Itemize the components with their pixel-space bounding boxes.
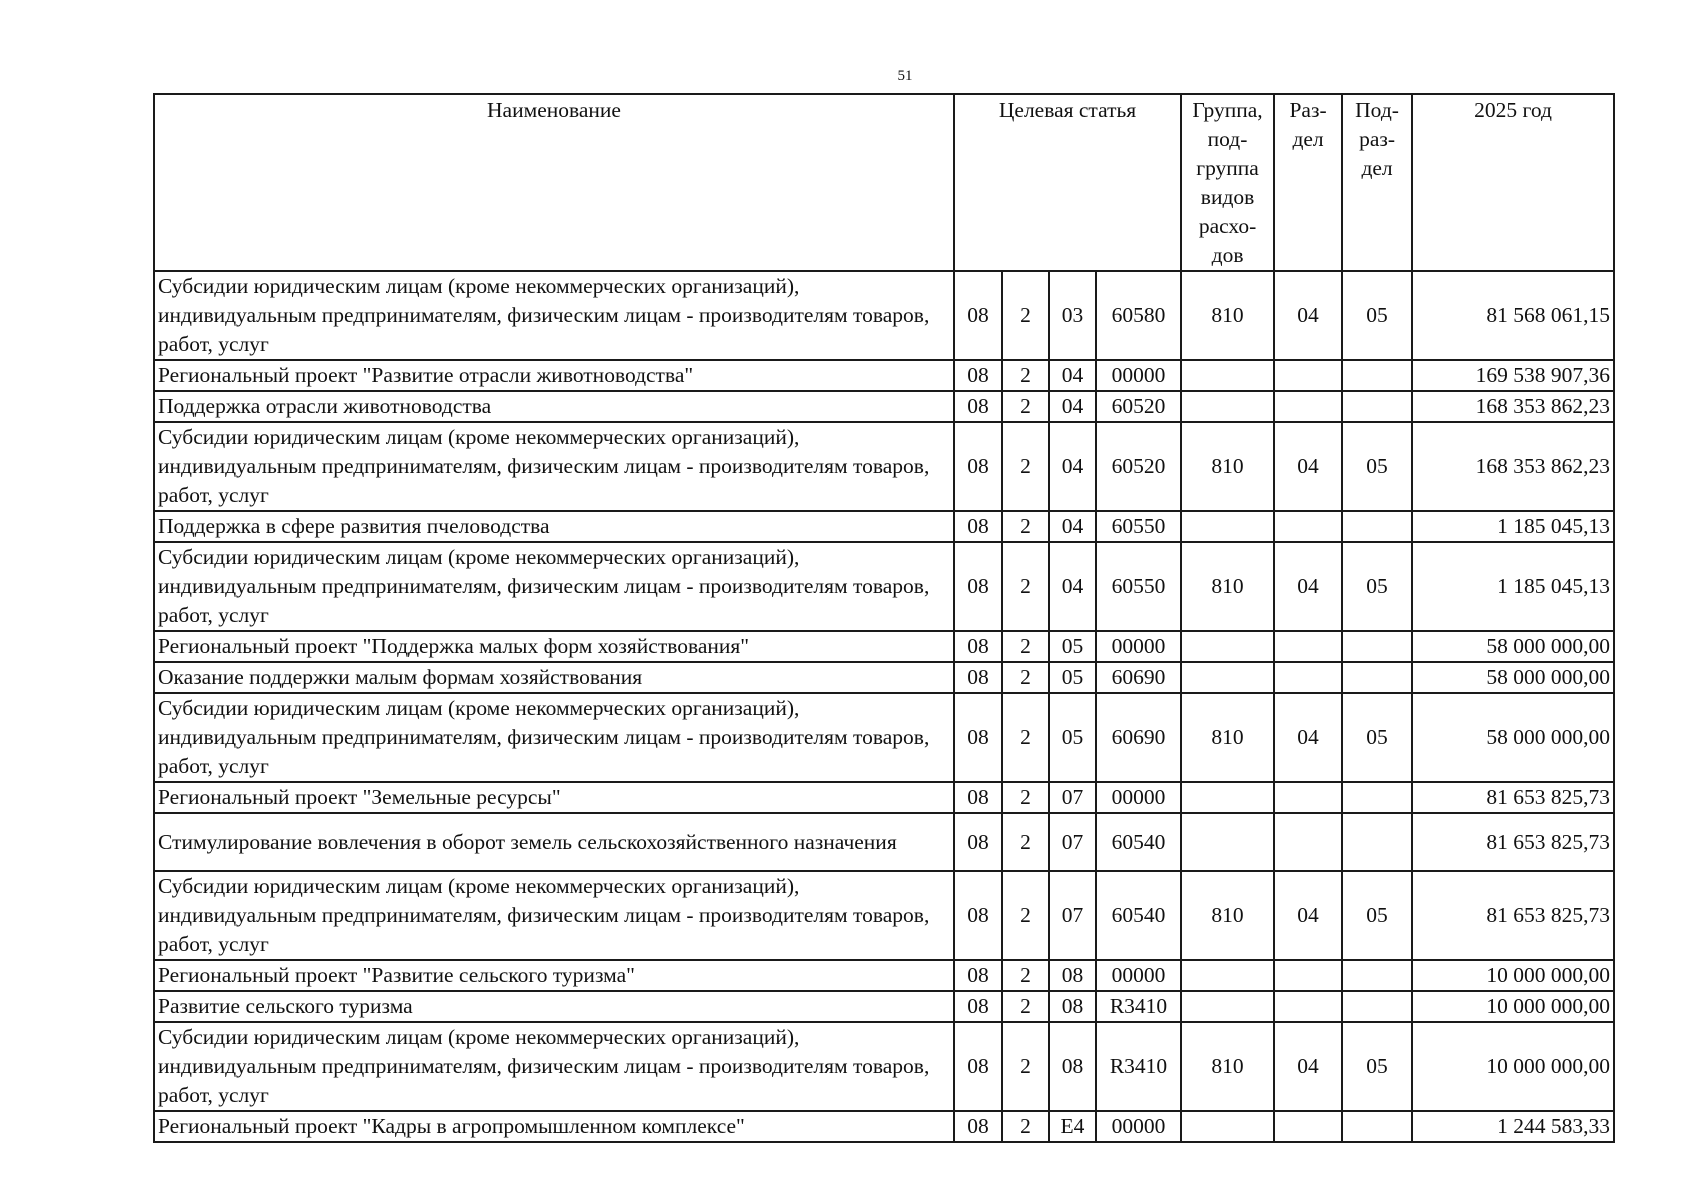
cell-subprogram: 2 xyxy=(1002,1022,1049,1111)
cell-project: 04 xyxy=(1049,391,1096,422)
table-header-row xyxy=(154,94,1614,271)
cell-section xyxy=(1274,360,1342,391)
header-subsection: Под-раз-дел xyxy=(1342,94,1412,271)
table-row xyxy=(154,422,1614,511)
cell-expense-group: 810 xyxy=(1181,1022,1274,1111)
cell-project: 04 xyxy=(1049,542,1096,631)
page-number: 51 xyxy=(897,68,913,84)
cell-expense-group xyxy=(1181,360,1274,391)
cell-subsection: 05 xyxy=(1342,271,1412,360)
cell-name: Поддержка в сфере развития пчеловодства xyxy=(154,511,954,542)
header-year: 2025 год xyxy=(1412,94,1614,271)
cell-subsection xyxy=(1342,391,1412,422)
cell-project: 08 xyxy=(1049,960,1096,991)
cell-section xyxy=(1274,813,1342,871)
cell-name: Субсидии юридическим лицам (кроме некоммерческих организаций), индивидуальным предпринимателям, физическим лицам - производителям товаров, работ, услуг xyxy=(154,422,954,511)
table-row xyxy=(154,391,1614,422)
cell-program: 08 xyxy=(954,960,1002,991)
table-row xyxy=(154,991,1614,1022)
header-target-article: Целевая статья xyxy=(954,94,1181,271)
cell-direction: 60550 xyxy=(1096,511,1181,542)
cell-expense-group xyxy=(1181,511,1274,542)
cell-subprogram: 2 xyxy=(1002,871,1049,960)
cell-section xyxy=(1274,960,1342,991)
cell-name: Субсидии юридическим лицам (кроме некоммерческих организаций), индивидуальным предпринимателям, физическим лицам - производителям товаров, работ, услуг xyxy=(154,542,954,631)
cell-expense-group xyxy=(1181,1111,1274,1142)
cell-expense-group: 810 xyxy=(1181,422,1274,511)
cell-direction: 60550 xyxy=(1096,542,1181,631)
cell-subprogram: 2 xyxy=(1002,813,1049,871)
cell-direction: 00000 xyxy=(1096,631,1181,662)
cell-subprogram: 2 xyxy=(1002,991,1049,1022)
cell-subsection xyxy=(1342,360,1412,391)
cell-amount: 81 653 825,73 xyxy=(1412,813,1614,871)
cell-direction: 60580 xyxy=(1096,271,1181,360)
cell-amount: 58 000 000,00 xyxy=(1412,631,1614,662)
cell-project: 05 xyxy=(1049,631,1096,662)
header-section: Раз-дел xyxy=(1274,94,1342,271)
cell-section xyxy=(1274,631,1342,662)
cell-project: 08 xyxy=(1049,1022,1096,1111)
cell-name: Оказание поддержки малым формам хозяйствования xyxy=(154,662,954,693)
cell-program: 08 xyxy=(954,1022,1002,1111)
cell-direction: R3410 xyxy=(1096,1022,1181,1111)
header-expense-group: Группа, под-группа видов расхо-дов xyxy=(1181,94,1274,271)
cell-program: 08 xyxy=(954,813,1002,871)
cell-program: 08 xyxy=(954,422,1002,511)
cell-subsection: 05 xyxy=(1342,1022,1412,1111)
cell-direction: 00000 xyxy=(1096,360,1181,391)
cell-section xyxy=(1274,991,1342,1022)
cell-amount: 168 353 862,23 xyxy=(1412,422,1614,511)
cell-subprogram: 2 xyxy=(1002,960,1049,991)
cell-amount: 1 244 583,33 xyxy=(1412,1111,1614,1142)
cell-subprogram: 2 xyxy=(1002,1111,1049,1142)
cell-expense-group xyxy=(1181,782,1274,813)
cell-direction: 60540 xyxy=(1096,871,1181,960)
cell-expense-group: 810 xyxy=(1181,542,1274,631)
table-body xyxy=(154,271,1614,1142)
cell-subsection xyxy=(1342,662,1412,693)
cell-project: 05 xyxy=(1049,693,1096,782)
cell-name: Региональный проект "Земельные ресурсы" xyxy=(154,782,954,813)
cell-program: 08 xyxy=(954,693,1002,782)
cell-expense-group: 810 xyxy=(1181,693,1274,782)
cell-section xyxy=(1274,1111,1342,1142)
cell-program: 08 xyxy=(954,360,1002,391)
cell-project: 07 xyxy=(1049,782,1096,813)
cell-project: Е4 xyxy=(1049,1111,1096,1142)
cell-project: 08 xyxy=(1049,991,1096,1022)
cell-expense-group xyxy=(1181,991,1274,1022)
cell-name: Субсидии юридическим лицам (кроме некоммерческих организаций), индивидуальным предпринимателям, физическим лицам - производителям товаров, работ, услуг xyxy=(154,871,954,960)
cell-name: Поддержка отрасли животноводства xyxy=(154,391,954,422)
cell-amount: 1 185 045,13 xyxy=(1412,511,1614,542)
cell-program: 08 xyxy=(954,391,1002,422)
cell-amount: 10 000 000,00 xyxy=(1412,960,1614,991)
table-row xyxy=(154,693,1614,782)
budget-table xyxy=(153,93,1615,1143)
cell-project: 07 xyxy=(1049,813,1096,871)
cell-subprogram: 2 xyxy=(1002,271,1049,360)
cell-name: Субсидии юридическим лицам (кроме некоммерческих организаций), индивидуальным предпринимателям, физическим лицам - производителям товаров, работ, услуг xyxy=(154,271,954,360)
cell-section: 04 xyxy=(1274,693,1342,782)
table-row xyxy=(154,960,1614,991)
cell-subsection: 05 xyxy=(1342,871,1412,960)
cell-project: 03 xyxy=(1049,271,1096,360)
cell-direction: 00000 xyxy=(1096,960,1181,991)
cell-name: Развитие сельского туризма xyxy=(154,991,954,1022)
cell-subsection xyxy=(1342,813,1412,871)
cell-amount: 10 000 000,00 xyxy=(1412,1022,1614,1111)
cell-expense-group xyxy=(1181,662,1274,693)
cell-section xyxy=(1274,511,1342,542)
cell-subsection: 05 xyxy=(1342,422,1412,511)
cell-program: 08 xyxy=(954,511,1002,542)
cell-direction: R3410 xyxy=(1096,991,1181,1022)
cell-direction: 60690 xyxy=(1096,693,1181,782)
cell-section: 04 xyxy=(1274,271,1342,360)
cell-expense-group: 810 xyxy=(1181,871,1274,960)
cell-name: Региональный проект "Развитие сельского туризма" xyxy=(154,960,954,991)
cell-subsection xyxy=(1342,782,1412,813)
cell-name: Региональный проект "Поддержка малых форм хозяйствования" xyxy=(154,631,954,662)
cell-subprogram: 2 xyxy=(1002,422,1049,511)
table-row xyxy=(154,511,1614,542)
cell-subprogram: 2 xyxy=(1002,511,1049,542)
cell-section: 04 xyxy=(1274,871,1342,960)
cell-program: 08 xyxy=(954,542,1002,631)
cell-subsection xyxy=(1342,1111,1412,1142)
cell-direction: 60520 xyxy=(1096,422,1181,511)
cell-project: 04 xyxy=(1049,360,1096,391)
cell-amount: 81 653 825,73 xyxy=(1412,871,1614,960)
cell-expense-group xyxy=(1181,631,1274,662)
cell-direction: 60540 xyxy=(1096,813,1181,871)
cell-direction: 00000 xyxy=(1096,1111,1181,1142)
table-row xyxy=(154,662,1614,693)
cell-subprogram: 2 xyxy=(1002,391,1049,422)
cell-expense-group xyxy=(1181,960,1274,991)
table-row xyxy=(154,782,1614,813)
cell-subsection xyxy=(1342,991,1412,1022)
cell-direction: 00000 xyxy=(1096,782,1181,813)
cell-name: Субсидии юридическим лицам (кроме некоммерческих организаций), индивидуальным предпринимателям, физическим лицам - производителям товаров, работ, услуг xyxy=(154,693,954,782)
cell-subprogram: 2 xyxy=(1002,542,1049,631)
cell-section xyxy=(1274,782,1342,813)
cell-project: 07 xyxy=(1049,871,1096,960)
table-row xyxy=(154,1111,1614,1142)
cell-subprogram: 2 xyxy=(1002,360,1049,391)
cell-subprogram: 2 xyxy=(1002,662,1049,693)
table-row xyxy=(154,271,1614,360)
table-row xyxy=(154,1022,1614,1111)
cell-subsection xyxy=(1342,960,1412,991)
cell-program: 08 xyxy=(954,631,1002,662)
cell-amount: 168 353 862,23 xyxy=(1412,391,1614,422)
cell-subprogram: 2 xyxy=(1002,782,1049,813)
cell-expense-group: 810 xyxy=(1181,271,1274,360)
cell-amount: 1 185 045,13 xyxy=(1412,542,1614,631)
cell-name: Региональный проект "Кадры в агропромышленном комплексе" xyxy=(154,1111,954,1142)
cell-amount: 81 653 825,73 xyxy=(1412,782,1614,813)
cell-program: 08 xyxy=(954,871,1002,960)
cell-section xyxy=(1274,391,1342,422)
cell-program: 08 xyxy=(954,782,1002,813)
table-row xyxy=(154,631,1614,662)
cell-subsection xyxy=(1342,511,1412,542)
cell-name: Стимулирование вовлечения в оборот земель сельскохозяйственного назначения xyxy=(154,813,954,871)
cell-project: 04 xyxy=(1049,422,1096,511)
cell-section: 04 xyxy=(1274,1022,1342,1111)
cell-direction: 60690 xyxy=(1096,662,1181,693)
cell-program: 08 xyxy=(954,271,1002,360)
cell-subsection xyxy=(1342,631,1412,662)
cell-project: 04 xyxy=(1049,511,1096,542)
cell-program: 08 xyxy=(954,1111,1002,1142)
cell-section: 04 xyxy=(1274,422,1342,511)
header-name: Наименование xyxy=(154,94,954,271)
cell-expense-group xyxy=(1181,813,1274,871)
cell-name: Региональный проект "Развитие отрасли животноводства" xyxy=(154,360,954,391)
table-row xyxy=(154,360,1614,391)
cell-amount: 58 000 000,00 xyxy=(1412,693,1614,782)
cell-subsection: 05 xyxy=(1342,693,1412,782)
cell-project: 05 xyxy=(1049,662,1096,693)
table-row xyxy=(154,813,1614,871)
cell-section: 04 xyxy=(1274,542,1342,631)
table-row xyxy=(154,871,1614,960)
cell-name: Субсидии юридическим лицам (кроме некоммерческих организаций), индивидуальным предпринимателям, физическим лицам - производителям товаров, работ, услуг xyxy=(154,1022,954,1111)
cell-amount: 10 000 000,00 xyxy=(1412,991,1614,1022)
cell-program: 08 xyxy=(954,662,1002,693)
cell-direction: 60520 xyxy=(1096,391,1181,422)
cell-section xyxy=(1274,662,1342,693)
cell-subprogram: 2 xyxy=(1002,693,1049,782)
cell-amount: 58 000 000,00 xyxy=(1412,662,1614,693)
cell-subprogram: 2 xyxy=(1002,631,1049,662)
table-row xyxy=(154,542,1614,631)
cell-amount: 169 538 907,36 xyxy=(1412,360,1614,391)
cell-program: 08 xyxy=(954,991,1002,1022)
cell-amount: 81 568 061,15 xyxy=(1412,271,1614,360)
cell-subsection: 05 xyxy=(1342,542,1412,631)
cell-expense-group xyxy=(1181,391,1274,422)
